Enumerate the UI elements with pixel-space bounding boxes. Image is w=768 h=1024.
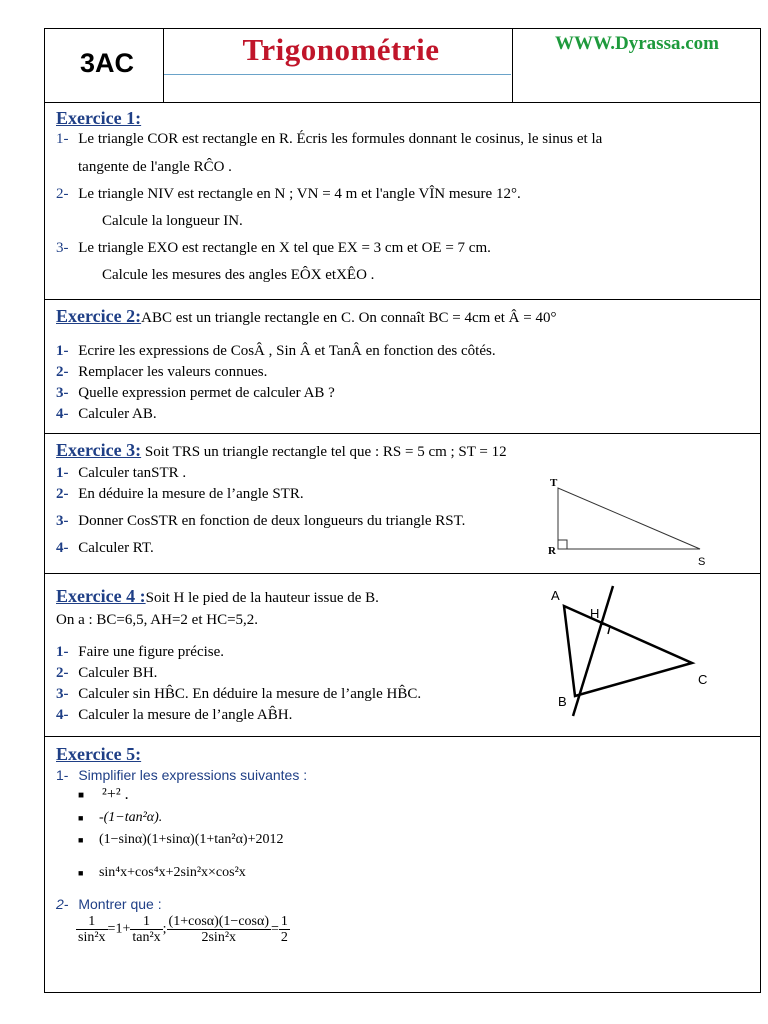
fraction-1: [76, 914, 108, 945]
ex5-title: Exercice 5:: [56, 744, 142, 764]
ex4-item-2: [56, 665, 157, 682]
ex5-item-1-text: Simplifier les expressions suivantes :: [78, 767, 308, 783]
ex1-item-3-num: 3-: [56, 240, 69, 256]
divider-header: [44, 102, 761, 103]
ex3-item-2-text: En déduire la mesure de l’angle STR.: [78, 486, 304, 502]
ex5-item-1: [56, 767, 307, 783]
ex3-item-3-num: 3-: [56, 513, 69, 529]
ex1-item-2-cont: Calcule la longueur IN.: [102, 213, 243, 229]
ex1-item-2: [56, 186, 521, 203]
ex4-item-4-num: 4-: [56, 707, 69, 723]
ex5-bullet-4-text: sin⁴x+cos⁴x+2sin²x×cos²x: [98, 865, 246, 880]
ex4-item-1-text: Faire une figure précise.: [78, 644, 225, 660]
ex3-item-1: [56, 465, 186, 482]
formula-eq-1: =1+: [107, 921, 131, 937]
ex5-bullet-1-text: ²+² .: [102, 786, 129, 803]
ex2-item-4-num: 4-: [56, 406, 69, 422]
ex3-item-4: [56, 540, 154, 557]
triangle-rst-figure: [540, 474, 720, 574]
ex5-item-1-num: 1-: [56, 767, 69, 783]
ex4-item-1-num: 1-: [56, 644, 69, 660]
ex3-item-1-num: 1-: [56, 465, 69, 481]
label-a: A: [551, 588, 560, 603]
ex1-item-3: [56, 240, 491, 257]
divider-ex2: [44, 433, 761, 434]
fraction-3-num: (1+cosα)(1−cosα): [168, 914, 269, 929]
ex4-item-1: [56, 644, 224, 661]
label-c: C: [698, 672, 708, 687]
divider-ex4: [44, 736, 761, 737]
ex2-header: [56, 306, 556, 327]
ex1-title: Exercice 1:: [56, 108, 142, 128]
ex1-item-1-cont: tangente de l'angle RĈO .: [78, 159, 232, 175]
right-angle-mark-h: [602, 624, 610, 634]
triangle-rst: [558, 488, 700, 549]
ex3-title: Exercice 3:: [56, 440, 142, 460]
label-b: B: [558, 694, 567, 709]
fraction-4: [279, 914, 290, 945]
ex3-intro: Soit TRS un triangle rectangle tel que : RS = 5 cm ; ST = 12: [141, 444, 507, 460]
fraction-4-den: 2: [280, 930, 288, 945]
ex4-intro: Soit H le pied de la hauteur issue de B.: [145, 590, 379, 606]
level-label: 3AC: [80, 48, 135, 78]
fraction-1-num: 1: [76, 914, 108, 930]
ex5-item-2: [56, 896, 162, 912]
ex1-item-1-text: Le triangle COR est rectangle en R. Écris les formules donnant le cosinus, le sinus et la: [78, 131, 603, 147]
ex1-item-3-cont: Calcule les mesures des angles EÔX etXÊO .: [102, 267, 375, 283]
fraction-2-den: tan²x: [132, 930, 161, 945]
ex2-item-3-num: 3-: [56, 385, 69, 401]
site-link[interactable]: WWW.Dyrassa.com: [555, 33, 719, 54]
bullet-square-icon: ■: [78, 789, 85, 801]
ex3-item-3: [56, 513, 465, 530]
formula-eq-2: =: [270, 921, 279, 937]
fraction-3: [167, 914, 271, 945]
ex5-formula: [76, 914, 290, 945]
ex5-bullet-1: [78, 786, 129, 804]
ex5-item-2-text: Montrer que :: [78, 896, 162, 912]
ex2-item-1: [56, 343, 496, 360]
bullet-square-icon: ■: [78, 834, 84, 845]
ex2-item-2-num: 2-: [56, 364, 69, 380]
ex3-item-2: [56, 486, 304, 503]
ex2-item-1-num: 1-: [56, 343, 69, 359]
fraction-2-num: 1: [130, 914, 162, 930]
bullet-square-icon: ■: [78, 812, 84, 823]
ex4-given: On a : BC=6,5, AH=2 et HC=5,2.: [56, 612, 259, 628]
ex4-item-3-text: Calculer sin HB̂C. En déduire la mesure de l’angle HB̂C.: [78, 686, 422, 702]
ex5-bullet-3-text: (1−sinα)(1+sinα)(1+tan²α)+2012: [98, 832, 284, 847]
ex3-item-3-text: Donner CosSTR en fonction de deux longueurs du triangle RST.: [78, 513, 466, 529]
ex2-item-4: [56, 406, 157, 423]
ex2-title: Exercice 2:: [56, 306, 142, 326]
ex5-bullet-3: [78, 832, 283, 848]
ex4-item-4-text: Calculer la mesure de l’angle AB̂H.: [78, 707, 293, 723]
ex5-item-2-num: 2-: [56, 896, 69, 912]
ex1-item-2-text: Le triangle NIV est rectangle en N ; VN = 4 m et l'angle VÎN mesure 12°.: [78, 186, 521, 202]
ex3-header: [56, 440, 507, 461]
ex2-item-2-text: Remplacer les valeurs connues.: [78, 364, 268, 380]
ex4-header: [56, 586, 379, 607]
formula-sep: ;: [162, 921, 167, 937]
ex2-item-2: [56, 364, 267, 381]
ex1-item-1-num: 1-: [56, 131, 69, 147]
ex2-item-3-text: Quelle expression permet de calculer AB ?: [78, 385, 335, 401]
fraction-3-den: 2sin²x: [201, 930, 237, 945]
ex5-bullet-2: [78, 810, 162, 826]
ex5-bullet-4: [78, 865, 246, 881]
ex3-item-2-num: 2-: [56, 486, 69, 502]
page-title: Trigonométrie: [242, 32, 440, 67]
divider-v1: [163, 28, 164, 102]
ex4-item-3: [56, 686, 421, 703]
ex5-bullet-2-text: -(1−tan²α).: [98, 810, 163, 825]
fraction-2: [130, 914, 162, 945]
ex2-intro: ABC est un triangle rectangle en C. On connaît BC = 4cm et Â = 40°: [141, 310, 557, 326]
label-t: T: [550, 477, 558, 489]
divider-ex1: [44, 299, 761, 300]
label-s: S: [698, 556, 706, 568]
ex1-item-2-num: 2-: [56, 186, 69, 202]
ex2-item-4-text: Calculer AB.: [78, 406, 157, 422]
triangle-abc-figure: [540, 582, 720, 722]
bullet-square-icon: ■: [78, 867, 84, 878]
ex3-item-4-text: Calculer RT.: [78, 540, 154, 556]
label-r: R: [548, 545, 556, 557]
ex4-item-4: [56, 707, 292, 724]
fraction-1-den: sin²x: [78, 930, 106, 945]
ex1-item-1: [56, 131, 602, 148]
ex2-item-1-text: Ecrire les expressions de CosÂ , Sin Â et TanÂ en fonction des côtés.: [78, 343, 496, 359]
ex3-item-4-num: 4-: [56, 540, 69, 556]
ex4-title: Exercice 4 :: [56, 586, 146, 606]
ex1-item-3-text: Le triangle EXO est rectangle en X tel que EX = 3 cm et OE = 7 cm.: [78, 240, 491, 256]
ex4-item-2-num: 2-: [56, 665, 69, 681]
title-underline: [164, 74, 511, 75]
ex3-item-1-text: Calculer tanSTR .: [78, 465, 187, 481]
fraction-4-num: 1: [280, 914, 288, 929]
ex4-item-2-text: Calculer BH.: [78, 665, 158, 681]
label-h: H: [590, 606, 600, 621]
right-angle-mark: [558, 540, 567, 549]
ex4-item-3-num: 3-: [56, 686, 69, 702]
ex2-item-3: [56, 385, 335, 402]
